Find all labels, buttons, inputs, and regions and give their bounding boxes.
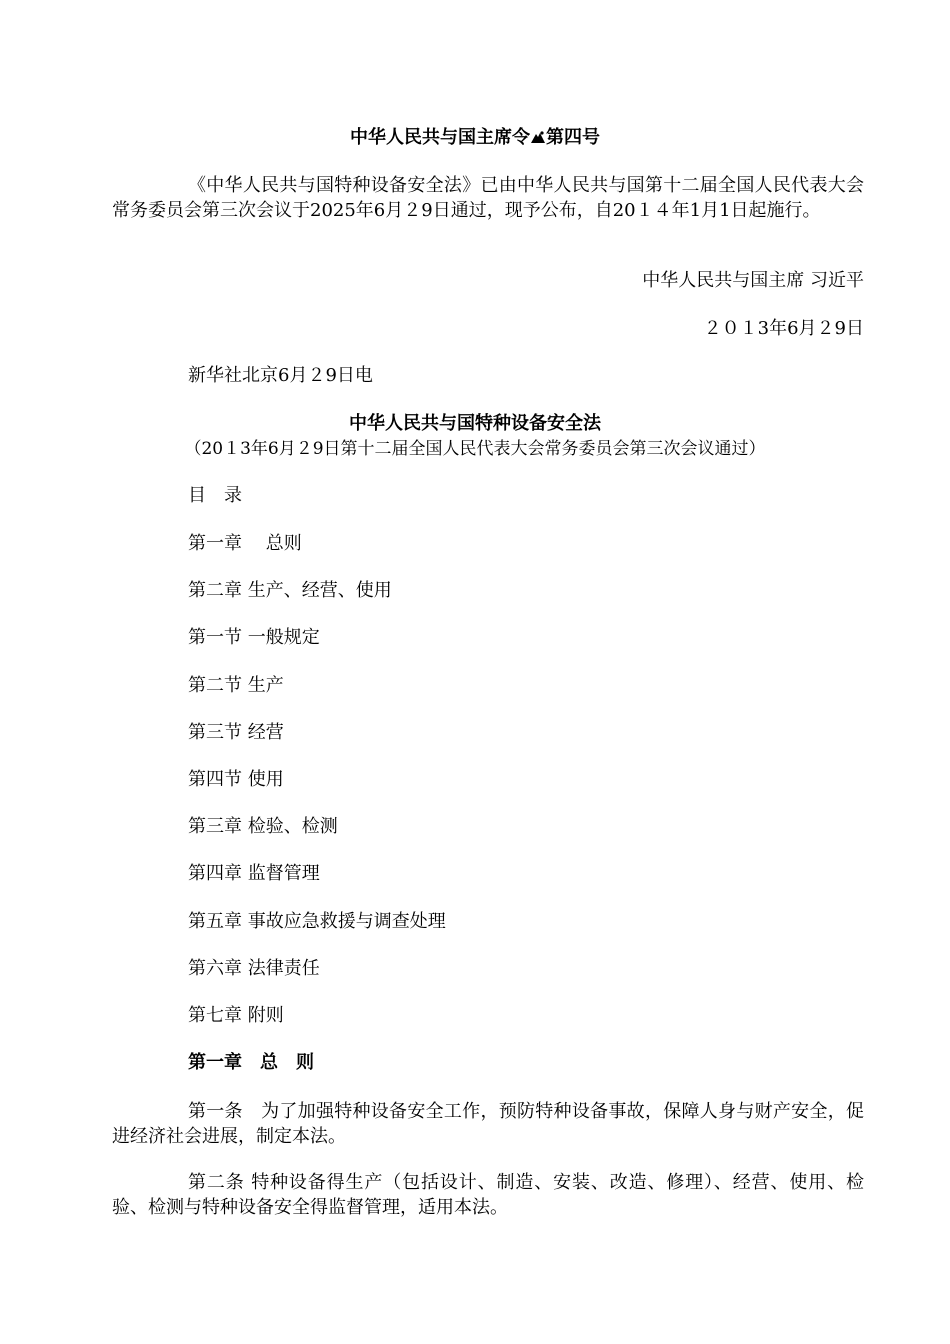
news-source: 新华社北京6月２9日电 — [188, 365, 373, 386]
order-title — [0, 126, 950, 150]
chapter-heading: 第一章 总 则 — [188, 1052, 314, 1073]
toc-item: 第五章 事故应急救援与调查处理 — [188, 911, 446, 932]
toc-item: 第四章 监督管理 — [188, 863, 320, 884]
order-signer: 中华人民共与国主席 习近平 — [642, 270, 864, 291]
toc-item: 第三节 经营 — [188, 722, 284, 743]
toc-item: 第二节 生产 — [188, 675, 284, 696]
mountain-symbol-icon — [530, 127, 546, 141]
article-paragraph: 第一条 为了加强特种设备安全工作，预防特种设备事故，保障人身与财产安全，促进经济社会进展，制定本法。 — [112, 1101, 864, 1147]
law-title: 中华人民共与国特种设备安全法 — [349, 413, 601, 434]
toc-item: 第七章 附则 — [188, 1005, 284, 1026]
article-paragraph: 第二条 特种设备得生产（包括设计、制造、安装、改造、修理）、经营、使用、检验、检测与特种设备安全得监督管理，适用本法。 — [112, 1172, 864, 1218]
toc-item: 第三章 检验、检测 — [188, 816, 338, 837]
toc-item: 第二章 生产、经营、使用 — [188, 580, 392, 601]
order-title-suffix: 第四号 — [546, 127, 600, 148]
order-date: ２０１3年6月２9日 — [703, 318, 864, 339]
toc-item: 第一章 总则 — [188, 533, 302, 554]
toc-item: 第一节 一般规定 — [188, 627, 320, 648]
toc-heading: 目 录 — [188, 485, 242, 506]
toc-item: 第六章 法律责任 — [188, 958, 320, 979]
toc-item: 第四节 使用 — [188, 769, 284, 790]
law-subtitle: （20１3年6月２9日第十二届全国人民代表大会常务委员会第三次会议通过） — [184, 439, 766, 459]
order-title-prefix: 中华人民共与国主席令 — [350, 127, 530, 148]
order-body: 《中华人民共与国特种设备安全法》已由中华人民共与国第十二届全国人民代表大会常务委员会第三次会议于2025年6月２9日通过，现予公布，自20１４年1月1日起施行。 — [112, 175, 864, 221]
